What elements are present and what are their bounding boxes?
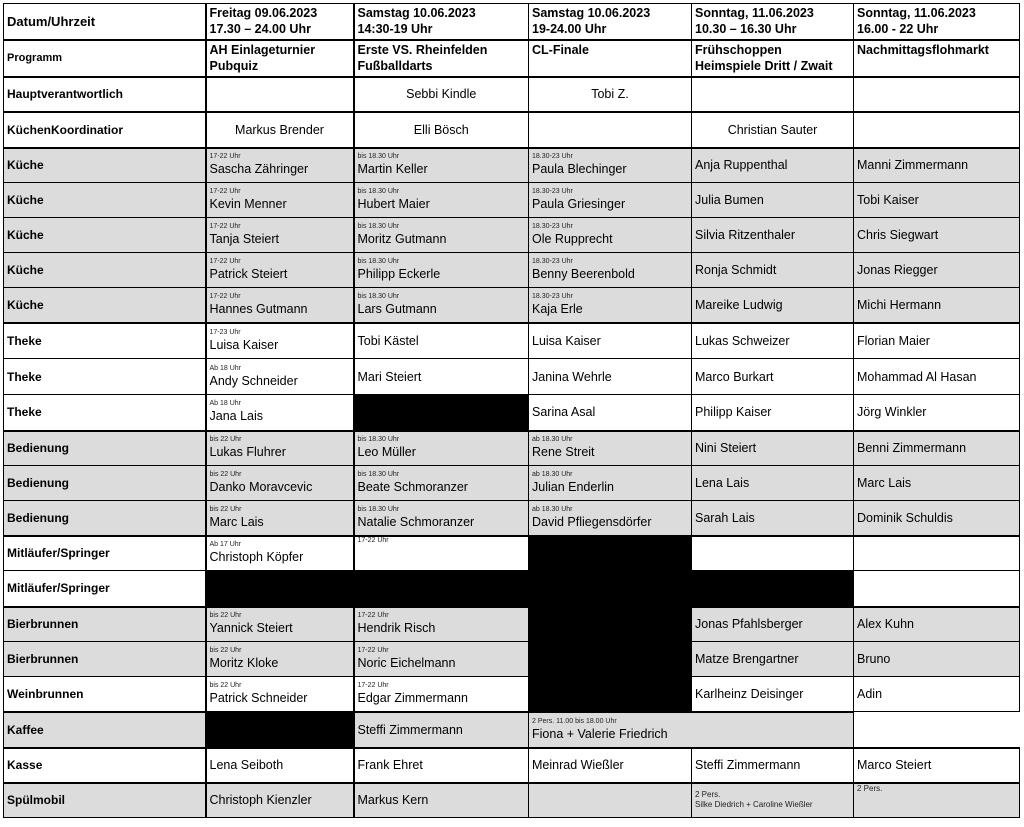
shift-cell: Tobi Kaiser — [854, 183, 1020, 218]
shift-cell: bis 18.30 Uhr Beate Schmoranzer — [354, 466, 529, 501]
mitlaeufer-row — [4, 536, 1020, 571]
kueche-row — [4, 218, 1020, 253]
bedienung-row — [4, 501, 1020, 536]
blocked-cell — [529, 536, 692, 712]
shift-cell: bis 18.30 Uhr Hubert Maier — [354, 183, 529, 218]
shift-cell: Philipp Kaiser — [692, 395, 854, 431]
shift-cell: 17-22 Uhr Sascha Zähringer — [206, 148, 354, 183]
shift-cell: ab 18.30 Uhr Julian Enderlin — [529, 466, 692, 501]
shift-cell: Florian Maier — [854, 323, 1020, 359]
programm-cell-4: Frühschoppen Heimspiele Dritt / Zwait — [692, 40, 854, 77]
shift-cell: Julia Bumen — [692, 183, 854, 218]
shift-cell: ab 18.30 Uhr Rene Streit — [529, 431, 692, 466]
shift-cell: 18.30-23 Uhr Kaja Erle — [529, 288, 692, 323]
bierbrunnen-row — [4, 607, 1020, 642]
blocked-cell — [206, 571, 354, 607]
shift-cell: 18.30-23 Uhr Paula Blechinger — [529, 148, 692, 183]
shift-cell: bis 22 Uhr Lukas Fluhrer — [206, 431, 354, 466]
shift-cell: bis 18.30 Uhr Martin Keller — [354, 148, 529, 183]
kuechenkoordinator-row — [4, 112, 1020, 148]
shift-cell: Ab 18 Uhr Andy Schneider — [206, 359, 354, 395]
koordinator-name: Markus Brender — [206, 112, 354, 148]
shift-cell: Jonas Pfahlsberger — [692, 607, 854, 642]
row-label-kueche: Küche — [4, 148, 206, 183]
cell-empty — [529, 112, 692, 148]
row-label-kuechenkoordinator: KüchenKoordinatior — [4, 112, 206, 148]
hauptverantwortlich-name: Sebbi Kindle — [354, 77, 529, 112]
row-label-bedienung: Bedienung — [4, 466, 206, 501]
shift-cell: 17-22 Uhr Hannes Gutmann — [206, 288, 354, 323]
shift-cell: Lukas Schweizer — [692, 323, 854, 359]
programm-row — [4, 40, 1020, 77]
row-label-kasse: Kasse — [4, 748, 206, 783]
shift-cell: bis 18.30 Uhr Natalie Schmoranzer — [354, 501, 529, 536]
koordinator-name: Elli Bösch — [354, 112, 529, 148]
shift-cell: Alex Kuhn — [854, 607, 1020, 642]
spuelmobil-row — [4, 783, 1020, 818]
shift-cell: Jörg Winkler — [854, 395, 1020, 431]
shift-cell: 18.30-23 Uhr Ole Rupprecht — [529, 218, 692, 253]
shift-cell: Sarina Asal — [529, 395, 692, 431]
day-header-5: Sonntag, 11.06.2023 16.00 - 22 Uhr — [854, 4, 1020, 40]
shift-cell: 17-22 Uhr Hendrik Risch — [354, 607, 529, 642]
shift-cell: Michi Hermann — [854, 288, 1020, 323]
shift-cell: Steffi Zimmermann — [692, 748, 854, 783]
row-label-spuelmobil: Spülmobil — [4, 783, 206, 818]
shift-cell: 17-23 Uhr Luisa Kaiser — [206, 323, 354, 359]
shift-cell: 17-22 Uhr Noric Eichelmann — [354, 642, 529, 677]
shift-cell: bis 22 Uhr Danko Moravcevic — [206, 466, 354, 501]
datetime-label: Datum/Uhrzeit — [4, 4, 206, 40]
shift-cell: Frank Ehret — [354, 748, 529, 783]
shift-cell: Bruno — [854, 642, 1020, 677]
shift-cell: 18.30-23 Uhr Benny Beerenbold — [529, 253, 692, 288]
row-label-programm: Programm — [4, 40, 206, 77]
shift-cell: 17-22 Uhr Tanja Steiert — [206, 218, 354, 253]
cell-empty — [854, 77, 1020, 112]
shift-cell: Dominik Schuldis — [854, 501, 1020, 536]
shift-cell: Benni Zimmermann — [854, 431, 1020, 466]
shift-cell: bis 22 Uhr Moritz Kloke — [206, 642, 354, 677]
shift-cell: Nini Steiert — [692, 431, 854, 466]
shift-cell: bis 22 Uhr Yannick Steiert — [206, 607, 354, 642]
header-row — [4, 4, 1020, 40]
blocked-cell — [354, 571, 529, 607]
shift-cell: bis 22 Uhr Patrick Schneider — [206, 677, 354, 712]
bedienung-row — [4, 431, 1020, 466]
theke-row — [4, 395, 1020, 431]
hauptverantwortlich-name: Tobi Z. — [529, 77, 692, 112]
kasse-row — [4, 748, 1020, 783]
shift-cell: Lena Lais — [692, 466, 854, 501]
shift-cell: Luisa Kaiser — [529, 323, 692, 359]
shift-cell: Tobi Kästel — [354, 323, 529, 359]
shift-cell: Adin — [854, 677, 1020, 712]
shift-cell: Marco Burkart — [692, 359, 854, 395]
row-label-bedienung: Bedienung — [4, 501, 206, 536]
day-header-2: Samstag 10.06.2023 14:30-19 Uhr — [354, 4, 529, 40]
row-label-kueche: Küche — [4, 288, 206, 323]
row-label-bierbrunnen: Bierbrunnen — [4, 642, 206, 677]
shift-cell: ab 18.30 Uhr David Pfliegensdörfer — [529, 501, 692, 536]
shift-cell: 17-22 Uhr Edgar Zimmermann — [354, 677, 529, 712]
cell-empty — [854, 536, 1020, 571]
cell-empty — [854, 112, 1020, 148]
kueche-row — [4, 288, 1020, 323]
programm-cell-5: Nachmittagsflohmarkt — [854, 40, 1020, 77]
row-label-mitlaeufer: Mitläufer/Springer — [4, 571, 206, 607]
kueche-row — [4, 253, 1020, 288]
row-label-kueche: Küche — [4, 218, 206, 253]
shift-cell: 2 Pers. 11.00 bis 18.00 Uhr Fiona + Valerie Friedrich — [529, 712, 854, 748]
shift-cell: Mohammad Al Hasan — [854, 359, 1020, 395]
row-label-kueche: Küche — [4, 253, 206, 288]
cell-empty — [692, 77, 854, 112]
shift-cell: Marco Steiert — [854, 748, 1020, 783]
shift-plan-table — [3, 3, 1020, 818]
row-label-theke: Theke — [4, 323, 206, 359]
cell-empty — [529, 783, 692, 818]
theke-row — [4, 359, 1020, 395]
shift-cell: bis 18.30 Uhr Leo Müller — [354, 431, 529, 466]
kueche-row — [4, 148, 1020, 183]
shift-cell: Chris Siegwart — [854, 218, 1020, 253]
shift-cell: 17-22 Uhr — [354, 536, 529, 571]
bedienung-row — [4, 466, 1020, 501]
shift-cell: Ronja Schmidt — [692, 253, 854, 288]
shift-cell: Lena Seiboth — [206, 748, 354, 783]
shift-cell: Ab 18 Uhr Jana Lais — [206, 395, 354, 431]
blocked-cell — [692, 571, 854, 607]
row-label-mitlaeufer: Mitläufer/Springer — [4, 536, 206, 571]
day-header-1: Freitag 09.06.2023 17.30 – 24.00 Uhr — [206, 4, 354, 40]
shift-cell: Christoph Kienzler — [206, 783, 354, 818]
shift-cell: Manni Zimmermann — [854, 148, 1020, 183]
hauptverantwortlich-row — [4, 77, 1020, 112]
shift-cell: bis 18.30 Uhr Philipp Eckerle — [354, 253, 529, 288]
koordinator-name: Christian Sauter — [692, 112, 854, 148]
blocked-cell — [354, 395, 529, 431]
shift-cell: Matze Brengartner — [692, 642, 854, 677]
programm-cell-3: CL-Finale — [529, 40, 692, 77]
shift-cell: bis 22 Uhr Marc Lais — [206, 501, 354, 536]
shift-cell: Janina Wehrle — [529, 359, 692, 395]
theke-row — [4, 323, 1020, 359]
shift-cell: Silvia Ritzenthaler — [692, 218, 854, 253]
shift-cell: Steffi Zimmermann — [354, 712, 529, 748]
shift-cell: Mareike Ludwig — [692, 288, 854, 323]
kaffee-row — [4, 712, 1020, 748]
shift-cell: bis 18.30 Uhr Moritz Gutmann — [354, 218, 529, 253]
row-label-theke: Theke — [4, 395, 206, 431]
row-label-weinbrunnen: Weinbrunnen — [4, 677, 206, 712]
shift-cell: Ab 17 Uhr Christoph Köpfer — [206, 536, 354, 571]
weinbrunnen-row — [4, 677, 1020, 712]
shift-cell: 2 Pers. — [854, 783, 1020, 818]
bierbrunnen-row — [4, 642, 1020, 677]
cell-empty — [206, 77, 354, 112]
blocked-cell — [206, 712, 354, 748]
shift-cell: Meinrad Wießler — [529, 748, 692, 783]
shift-cell: Sarah Lais — [692, 501, 854, 536]
shift-cell: Anja Ruppenthal — [692, 148, 854, 183]
row-label-kueche: Küche — [4, 183, 206, 218]
day-header-3: Samstag 10.06.2023 19-24.00 Uhr — [529, 4, 692, 40]
cell-empty — [854, 571, 1020, 607]
row-label-bedienung: Bedienung — [4, 431, 206, 466]
shift-cell: 17-22 Uhr Kevin Menner — [206, 183, 354, 218]
mitlaeufer-row — [4, 571, 1020, 607]
row-label-bierbrunnen: Bierbrunnen — [4, 607, 206, 642]
programm-cell-2: Erste VS. Rheinfelden Fußballdarts — [354, 40, 529, 77]
shift-cell: Karlheinz Deisinger — [692, 677, 854, 712]
shift-cell: Marc Lais — [854, 466, 1020, 501]
day-header-4: Sonntag, 11.06.2023 10.30 – 16.30 Uhr — [692, 4, 854, 40]
shift-cell: bis 18.30 Uhr Lars Gutmann — [354, 288, 529, 323]
row-label-theke: Theke — [4, 359, 206, 395]
shift-cell: Markus Kern — [354, 783, 529, 818]
shift-cell: Jonas Riegger — [854, 253, 1020, 288]
row-label-kaffee: Kaffee — [4, 712, 206, 748]
shift-cell: Mari Steiert — [354, 359, 529, 395]
kueche-row — [4, 183, 1020, 218]
shift-cell: 18.30-23 Uhr Paula Griesinger — [529, 183, 692, 218]
programm-cell-1: AH Einlageturnier Pubquiz — [206, 40, 354, 77]
cell-empty — [692, 536, 854, 571]
row-label-hauptverantwortlich: Hauptverantwortlich — [4, 77, 206, 112]
shift-cell: 17-22 Uhr Patrick Steiert — [206, 253, 354, 288]
shift-cell: 2 Pers. Silke Diedrich + Caroline Wießler — [692, 783, 854, 818]
